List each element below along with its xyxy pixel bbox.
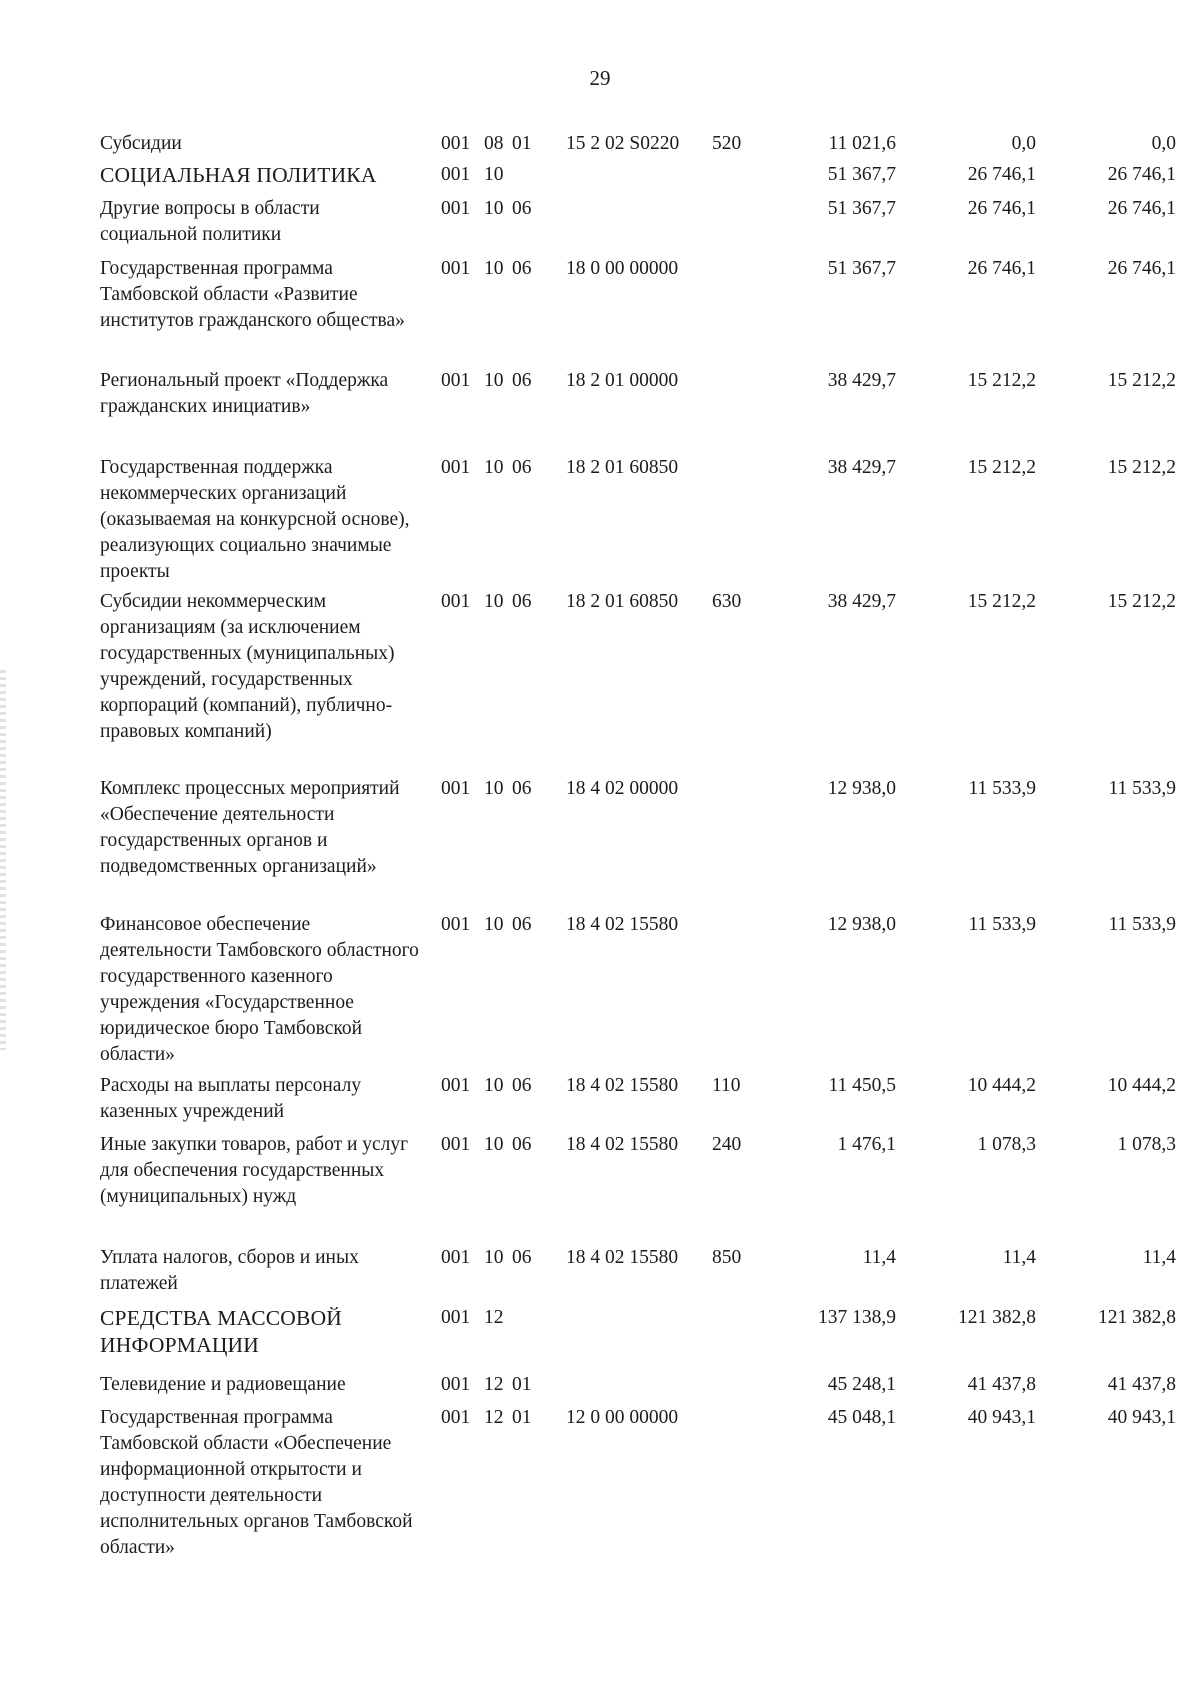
row-sum-2: 1 078,3 xyxy=(977,1134,1036,1155)
row-pr: 06 xyxy=(512,258,532,279)
row-name: Другие вопросы в области социальной политики xyxy=(100,198,320,245)
row-csr: 15 2 02 S0220 xyxy=(566,133,680,154)
row-sum-1: 12 938,0 xyxy=(827,914,896,935)
row-ved: 001 xyxy=(441,198,471,219)
row-ved: 001 xyxy=(441,370,471,391)
row-name: Государственная программа Тамбовской области «Развитие институтов гражданского общества» xyxy=(100,258,405,331)
row-vr: 850 xyxy=(712,1247,742,1268)
row-pr: 06 xyxy=(512,591,532,612)
row-ved: 001 xyxy=(441,164,471,185)
row-csr: 18 4 02 15580 xyxy=(566,914,679,935)
row-sum-3: 26 746,1 xyxy=(1107,258,1176,279)
row-pr: 06 xyxy=(512,1134,532,1155)
row-sum-3: 1 078,3 xyxy=(1117,1134,1176,1155)
row-rz: 10 xyxy=(484,198,504,219)
row-ved: 001 xyxy=(441,1134,471,1155)
row-sum-3: 15 212,2 xyxy=(1107,457,1176,478)
row-ved: 001 xyxy=(441,258,471,279)
row-rz: 10 xyxy=(484,457,504,478)
row-sum-1: 12 938,0 xyxy=(827,778,896,799)
row-sum-3: 15 212,2 xyxy=(1107,591,1176,612)
row-csr: 18 0 00 00000 xyxy=(566,258,679,279)
row-name: Уплата налогов, сборов и иных платежей xyxy=(100,1247,359,1294)
row-sum-1: 51 367,7 xyxy=(827,258,896,279)
row-pr: 01 xyxy=(512,1374,532,1395)
row-sum-2: 11,4 xyxy=(1002,1247,1036,1268)
row-pr: 01 xyxy=(512,1407,532,1428)
row-rz: 10 xyxy=(484,370,504,391)
row-ved: 001 xyxy=(441,914,471,935)
row-rz: 10 xyxy=(484,1134,504,1155)
row-pr: 06 xyxy=(512,914,532,935)
row-ved: 001 xyxy=(441,1307,471,1328)
row-name: Государственная поддержка некоммерческих организаций (оказываемая на конкурсной основе), реализующих социально значимые проекты xyxy=(100,457,410,582)
page-number: 29 xyxy=(589,66,611,90)
row-sum-2: 26 746,1 xyxy=(967,198,1036,219)
row-pr: 06 xyxy=(512,370,532,391)
row-sum-1: 51 367,7 xyxy=(827,198,896,219)
row-pr: 01 xyxy=(512,133,532,154)
row-sum-2: 15 212,2 xyxy=(967,591,1036,612)
row-name: Расходы на выплаты персоналу казенных учреждений xyxy=(100,1075,362,1122)
row-sum-1: 51 367,7 xyxy=(827,164,896,185)
row-csr: 18 4 02 15580 xyxy=(566,1134,679,1155)
row-sum-2: 26 746,1 xyxy=(967,164,1036,185)
row-ved: 001 xyxy=(441,778,471,799)
row-sum-1: 38 429,7 xyxy=(827,591,896,612)
row-vr: 240 xyxy=(712,1134,742,1155)
row-ved: 001 xyxy=(441,1247,471,1268)
row-sum-1: 1 476,1 xyxy=(837,1134,896,1155)
row-sum-1: 11 021,6 xyxy=(828,133,896,154)
row-rz: 10 xyxy=(484,914,504,935)
row-rz: 10 xyxy=(484,591,504,612)
row-sum-1: 11 450,5 xyxy=(828,1075,896,1096)
row-rz: 10 xyxy=(484,778,504,799)
row-sum-3: 11 533,9 xyxy=(1108,914,1176,935)
row-pr: 06 xyxy=(512,457,532,478)
row-sum-2: 26 746,1 xyxy=(967,258,1036,279)
row-sum-3: 10 444,2 xyxy=(1107,1075,1176,1096)
row-sum-3: 26 746,1 xyxy=(1107,198,1176,219)
row-ved: 001 xyxy=(441,457,471,478)
row-sum-2: 0,0 xyxy=(1011,133,1036,154)
row-name: Субсидии некоммерческим организациям (за исключением государственных (муниципальных) учреждений, государственных корпораций (компаний), публично-правовых компаний) xyxy=(100,591,395,742)
row-sum-1: 38 429,7 xyxy=(827,457,896,478)
row-sum-1: 11,4 xyxy=(862,1247,896,1268)
row-vr: 630 xyxy=(712,591,742,612)
row-sum-3: 11 533,9 xyxy=(1108,778,1176,799)
row-sum-3: 26 746,1 xyxy=(1107,164,1176,185)
row-ved: 001 xyxy=(441,1075,471,1096)
row-sum-3: 40 943,1 xyxy=(1107,1407,1176,1428)
row-vr: 520 xyxy=(712,133,742,154)
row-csr: 12 0 00 00000 xyxy=(566,1407,679,1428)
row-sum-3: 0,0 xyxy=(1151,133,1176,154)
row-csr: 18 2 01 00000 xyxy=(566,370,679,391)
row-sum-2: 15 212,2 xyxy=(967,457,1036,478)
row-sum-3: 41 437,8 xyxy=(1107,1374,1176,1395)
row-csr: 18 4 02 00000 xyxy=(566,778,679,799)
row-csr: 18 2 01 60850 xyxy=(566,591,679,612)
row-name: Финансовое обеспечение деятельности Тамбовского областного государственного казенного учреждения «Государственное юридическое бюро Тамбовской области» xyxy=(100,914,419,1065)
row-rz: 10 xyxy=(484,1247,504,1268)
row-ved: 001 xyxy=(441,591,471,612)
row-name: Комплекс процессных мероприятий «Обеспечение деятельности государственных органов и подведомственных организаций» xyxy=(100,778,400,877)
row-name: СРЕДСТВА МАССОВОЙ ИНФОРМАЦИИ xyxy=(100,1306,343,1357)
row-rz: 12 xyxy=(484,1407,504,1428)
row-pr: 06 xyxy=(512,198,532,219)
row-sum-1: 38 429,7 xyxy=(827,370,896,391)
row-pr: 06 xyxy=(512,1247,532,1268)
row-csr: 18 4 02 15580 xyxy=(566,1247,679,1268)
row-sum-3: 11,4 xyxy=(1142,1247,1176,1268)
row-sum-2: 15 212,2 xyxy=(967,370,1036,391)
row-name: СОЦИАЛЬНАЯ ПОЛИТИКА xyxy=(100,163,377,187)
row-pr: 06 xyxy=(512,778,532,799)
row-name: Субсидии xyxy=(100,133,182,154)
row-vr: 110 xyxy=(712,1075,741,1096)
row-sum-1: 45 248,1 xyxy=(827,1374,896,1395)
row-name: Региональный проект «Поддержка гражданских инициатив» xyxy=(100,370,389,417)
row-sum-2: 11 533,9 xyxy=(968,914,1036,935)
row-rz: 10 xyxy=(484,258,504,279)
row-rz: 10 xyxy=(484,1075,504,1096)
row-sum-2: 41 437,8 xyxy=(967,1374,1036,1395)
row-sum-1: 45 048,1 xyxy=(827,1407,896,1428)
row-rz: 08 xyxy=(484,133,504,154)
row-sum-2: 10 444,2 xyxy=(967,1075,1036,1096)
row-rz: 12 xyxy=(484,1307,504,1328)
row-sum-2: 11 533,9 xyxy=(968,778,1036,799)
row-csr: 18 4 02 15580 xyxy=(566,1075,679,1096)
row-name: Телевидение и радиовещание xyxy=(100,1374,346,1395)
row-sum-3: 121 382,8 xyxy=(1098,1307,1176,1328)
row-sum-2: 40 943,1 xyxy=(967,1407,1036,1428)
row-sum-2: 121 382,8 xyxy=(958,1307,1036,1328)
row-name: Иные закупки товаров, работ и услуг для обеспечения государственных (муниципальных) нужд xyxy=(100,1134,409,1207)
row-name: Государственная программа Тамбовской области «Обеспечение информационной открытости и доступности деятельности исполнительных органов Тамбовской области» xyxy=(100,1407,413,1558)
row-ved: 001 xyxy=(441,133,471,154)
row-ved: 001 xyxy=(441,1374,471,1395)
row-rz: 10 xyxy=(484,164,504,185)
row-csr: 18 2 01 60850 xyxy=(566,457,679,478)
row-sum-1: 137 138,9 xyxy=(818,1307,896,1328)
row-sum-3: 15 212,2 xyxy=(1107,370,1176,391)
row-rz: 12 xyxy=(484,1374,504,1395)
row-pr: 06 xyxy=(512,1075,532,1096)
row-ved: 001 xyxy=(441,1407,471,1428)
